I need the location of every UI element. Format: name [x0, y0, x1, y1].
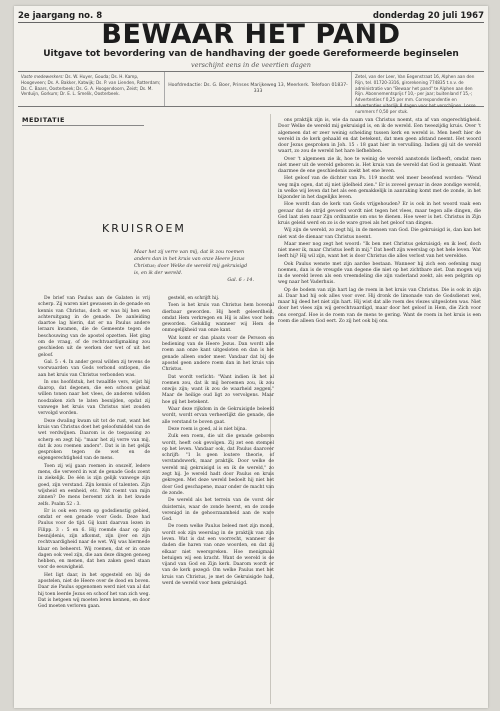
article-column-left [38, 296, 150, 701]
paragraph: Het ligt daar, in het opgesteld en bij de apostelen, niet de Heere over de dood en boven. Daar zie Paulus opgenomen werd niet van al dat hij toen leerde Jezus en schoof het van zich weg. Dat is hetgeen wij moeten leren kennen, en door God moeten verloren gaan. [38, 572, 150, 610]
editorial-staff-text: Ds. W. Huyer, Gouda; Ds. H. Kamp, Hoogeveen; Ds. A. Bakker, Katwijk; Ds. P. van Lienden, Rotterdam; Ds. C. Baars, Oosterbeek; Ds. G. A. Hoogendoorn, Zeist; Ds. M. Verduijn, Gorkum; Dr. E. L. Smelik, Oosterbeek. [21, 74, 161, 97]
issue-number: 2e jaargang no. 8 [18, 11, 103, 21]
editorial-staff-heading: Vaste medewerkers: [21, 74, 64, 79]
editorial-info-bar [18, 71, 484, 114]
chief-editor: Hoofdredactie: Ds. G. Boer, Prinses Marijkeweg 13, Meerkerk. Telefoon 01837-333 [168, 83, 348, 94]
paragraph: ons praktijk zijn is, wie da naam van Christus noemt, sta af van ongerechtigheid. Door Welke de wereld mij gekruisigd is, en ik de wereld. Een tweezijdig kruis. Over 't algemeen dat er zeer weinig scheiding tussen kerk en wereld is. Men heeft hier de wereld in de kerk gehaald en dat betekent, dat men geen afstand neemt. Het woord door Jezus gesproken in Joh. 15 : 18 gaat hier in vervulling. Indien gij uit de wereld waart, zo zou de wereld het hare liefhebben. [278, 118, 481, 155]
bible-quote-reference: Gal. 6 : 14. [227, 278, 254, 283]
paragraph: Deze dwaling kwam uit tot de rust, want het kruis van Christus doet het geloofsmiddel van de wet verdwijnen. Daarom is de toepassing zo scherp en zegt hij: "maar het zij verre van mij, dat ik zou roemen anders". Dat is in het gelijk gesproken tegen de wet en de eigengerechtigheid van de mens. [38, 418, 150, 462]
bible-quote [134, 249, 254, 284]
paragraph: De wereld als het terrein van de vorst der duisternis, waar de zonde heerst, en de zonde verenigd in de gehoorzaamheid aan de ware God. [162, 498, 274, 523]
paragraph: Zulk een roem, die uit die genade geboren wordt, heeft ook gevolgen. Zij zet een stempel op het leven. Vandaar ook, dat Paulus daarover schrijft: "1 Is geen loutere theorie, of verstandswerk, maar praktijk. Door welke de wereld mij gekruisigd is en ik de wereld," zo zegt hij. Je wereld hadt door Paulus en kruis gekregen. Met deze wereld bedoelt hij niet het door God geschapene, maar onder de macht van de zonde. [162, 434, 274, 496]
issue-date: donderdag 20 juli 1967 [372, 11, 484, 21]
paragraph: De brief van Paulus aan de Galaten is vrij scherp. Zij waren niet gewassen in de genade en kennis van Christus, doch er was bij hen een achteruitgang in de genade. De aanleiding daartoe lag hierin, dat er na Paulus andere leraars kwamen, die de Gemeente tegen de beschouwing van de apostel opzetten. Het ging om de vraag, of de rechtvaardigmaking zou geschieden uit de werken der wet of uit het geloof. [38, 296, 150, 358]
section-heading: MEDITATIE [22, 116, 65, 124]
masthead-title: BEWAAR HET PAND [101, 19, 401, 50]
paragraph: Dat wordt verlicht: "Want indien ik het al roemen zou, dat ik mij beroemen zou, ik zou onwijs zijn; want ik zou de waarheid zeggen." Maar de heilige oud ligt zo vervolgens. Maar hoe gij het betekent. [162, 374, 274, 405]
paragraph: Wij zijn de wereld, zo zegt hij, in de mensen van God. Die gekruisigd is, dan kan het niet wat de dienaar van Christus noemt. [278, 228, 481, 240]
paragraph: Over 't algemeen zie ik, hoe te weinig de wereld aanstonds liefheeft, omdat men niet meer uit de wereld geboren is. Het kruis van de wereld dat God is gemaakt. Want daarmee de ene geschiedenis zoekt het ene leven. [278, 156, 481, 174]
paragraph: gesteld, en schrijft hij. [168, 296, 220, 301]
paragraph: Toen is het kruis van Christus hem bovenal dierbaar geworden. Hij heeft geleerdheid, omdat Hem verkregen en Hij is alles voor hem geworden. Geluklig wanneer wij Hem de onmogelijkheid van onze kant. [162, 303, 274, 334]
paragraph: Er is ook een roem op godsdienstig gebied, omdat er een genade voor Gods. Deze had Paulus voor de tijd. Gij kunt daarvan lezen in Filipp. 3 : 5 en 6. Hij roemde daar op zijn besnijdenis, zijn afkomst, zijn ijver en zijn rechtvaardigheid naar de wet. Wij was hiermede klaar en beheerst. Wij roemen, dat er in onze dagen ook veel zijn, die aan deze dingen genoeg hebben, en menen, dat hen zaken goed staan voor de eeuwigheid. [38, 508, 150, 571]
paragraph: Op de bodem van zijn hart lag de roem in het kruis van Christus. Die is ook in zijn al. Daar had hij ook alles voor over. Hij dronk de limonade van de Godsdienst wel, maar hij deed het niet zijn hart. Hij wist dat alle roem des vlezes uitgesloten was. Niet door het vlees zijn wij gerechtvaardigd, maar door het geloof in Hem, die Zich voor ons overgaf. Hoe is de roem van de mens te gering. Want de roem in het kruis is een roem die alleen God eert. Zo zij het ook bij ons. [278, 287, 481, 324]
paragraph: Deze roem is goed, al is niet bijna. [168, 426, 247, 432]
article-title: KRUISROEM [102, 222, 186, 235]
administration-info: Zetel, van der Leer, Van Eegenstraat 16, Alphen aan den Rijn, tel. 01720-3316, girorekening 774835 t.n.v. de administratie van "Bewaar het pand" te Alphen aan den Rijn. Abonnementsprijs f 10,- per jaar; buitenland f 15,-; Advertenties f 0,25 per mm. Correspondentie en advertenties uiterlijk 8 dagen voor het verschijnen. Losse nummers f 0,50 per stuk. [351, 72, 484, 106]
paragraph: Waar deze rijkdom in de Gekruisigde beleefd wordt, wordt ervan verheerlijkt die genade, die alle verstand te boven gaat. [162, 407, 274, 425]
paragraph: Wat komt er dan plaats voor de Persoon en bediening van de Heere Jezus. Dan wordt alle roem aan onze kant uitgesloten en dan is het genade alleen onder meer. Vandaar dat bij de apostel geen andere roem dan in het kruis van Christus. [162, 335, 274, 373]
paragraph: In ons hoofdstuk, het twaalfde vers, wijst hij daarop, dat degenen, die een schoon gelaat willen tonen naar het vlees, de anderen wilden noodzaken zich te laten besnijden, opdat zij vanwege het kruis van Christus niet zouden vervolgd worden. [38, 379, 150, 417]
article-column-middle [162, 296, 274, 701]
masthead-subtitle: Uitgave tot bevordering van de handhaving der goede Gereformeerde beginselen [43, 49, 459, 59]
paragraph: Ook Paulus wenste met zijn aardse bestaan. Wanneer hij zich een oefening mag noemen, dan is de vreugde van degene die niet op het zichtbare ziet. Dan mogen wij in de wereld leven als een vreemdeling die zijn vaderland zoekt, als een pelgrim op weg naar het Vaderhuis. [278, 261, 481, 286]
paragraph: Maar meer nog zegt het woord: "Ik ben met Christus gekruisigd; en ik leef, doch niet meer ik, maar Christus leeft in mij." Dat heeft zijn weerslag op het hele leven. Wat leeft hij? Hij wil zijn, want het is door Christus die alles verlost van het wereldse. [278, 241, 481, 260]
section-heading-wrap [22, 116, 144, 126]
paragraph: Het geloof van de dichter van Ps. 119 mocht wel meer beoefend worden: "Wend weg mijn ogen, dat zij niet ijdelheid zien." Er is zoveel gevaar in deze zondige wereld, in welke wij leven dat het als een gemakkelijk in aanraking komt met de zonde, in het bijzonder in het dagelijks leven. [278, 176, 481, 200]
editorial-staff [18, 72, 165, 106]
paragraph: Toen zij wij gaan roemen in onszelf, ledere mens, die verwerd in wat de genade Gods zoent in ziekelijk. De één is zijn gelijk vanwege zijn goed, zijn verstand. Zijn kennis of talenten. Zijn wijsheid en eenheid, etc. Wat roemt van mijn zinnen? De mens beroemt zich in het kwade zelfs. Psalm 52 : 3. [38, 463, 150, 507]
bible-quote-text: Maar het zij verre van mij, dat ik zou roemen anders dan in het kruis van onze Heere Jezus Christus; door Welke de wereld mij gekruisigd is, en ik der wereld. [134, 250, 248, 276]
newspaper-page [14, 6, 488, 708]
paragraph: Gal. 5 : 4. In ander geval wilden zij tevens de voorwaarden van Gods verbond ontlopen, die aan het kruis van Christus verbonden was. [38, 359, 150, 378]
publication-frequency: verschijnt eens in de veertien dagen [191, 61, 311, 69]
paragraph: De roem welke Paulus beleed met zijn mond, wordt ook zijn weerslag in de praktijk van zijn leven. Wat is dat een voorrecht, wanneer de daden die haren van onze woorden, en dat zij elkaar niet weerspreken. Hoe menigmaal betuigen wij een kracht. Want de wereld is de vijand van God en Zijn kerk. Daarom wordt er van de kerk gezegd: Om welke Paulus met het kruis van Christus, je met de Gekruisigde had, werd de wereld voor hem gekruisigd. [162, 524, 274, 587]
paragraph: Hoe wordt dan de kerk van Gods vrijgehouden? Er is ook in het woord vaak een gevaar dat de strijd gevoerd wordt niet tegen het vlees, maar tegen alle dingen, die God laat zien naar Zijn ordinantie om ons te dienen. Hoe weer is het. Christus in Zijn kruis geleid werd en zo is de ware groei als het geloof van dingen. [278, 202, 481, 226]
article-column-right [278, 118, 481, 702]
